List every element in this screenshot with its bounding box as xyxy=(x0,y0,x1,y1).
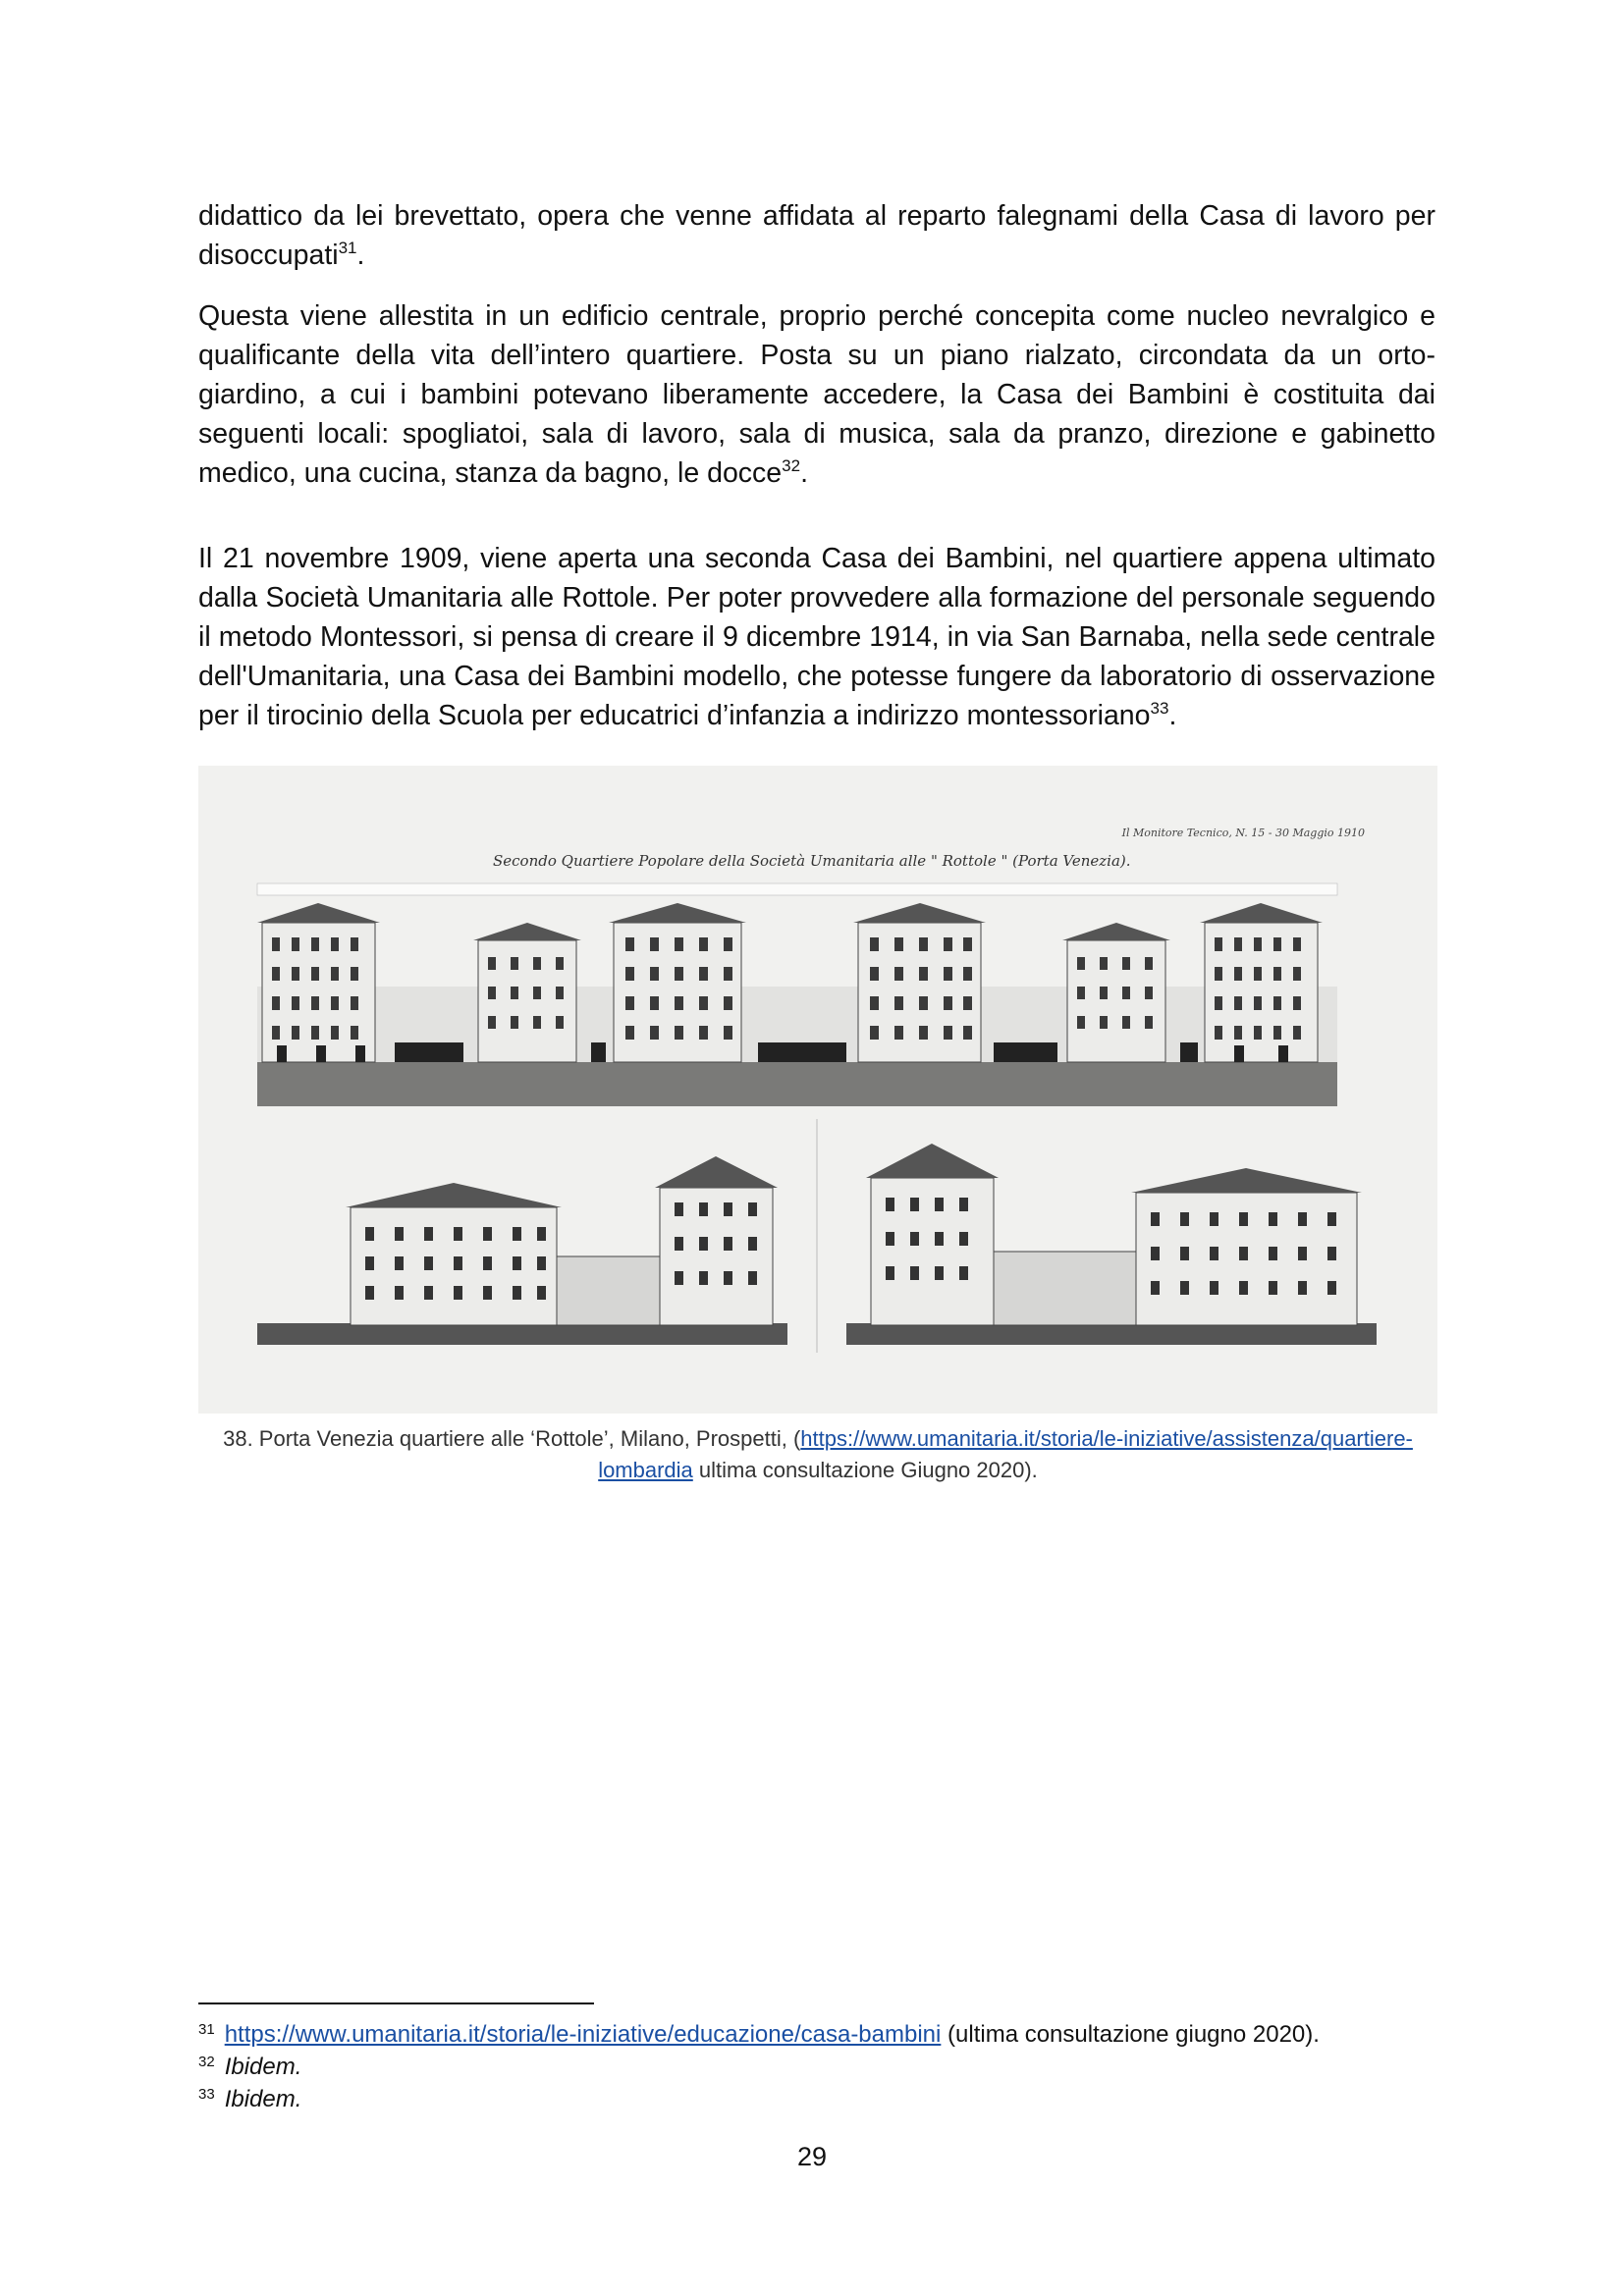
caption-text: 38. Porta Venezia quartiere alle ‘Rottole’, Milano, Prospetti, ( xyxy=(223,1426,801,1451)
footnote-ref-33[interactable]: 33 xyxy=(1150,699,1169,718)
footnote-number: 32 xyxy=(198,2054,215,2070)
caption-link[interactable]: https://www.umanitaria.it/storia/le-iniziative/assistenza/quartiere-lombardia xyxy=(598,1426,1413,1482)
paragraph-tail: . xyxy=(356,240,365,271)
paragraph-text: didattico da lei brevettato, opera che venne affidata al reparto falegnami della Casa di lavoro per disoccupati xyxy=(198,200,1435,271)
footnote-31 xyxy=(198,2018,1445,2051)
paragraph-tail: . xyxy=(1168,700,1177,731)
figure-header-right: Il Monitore Tecnico, N. 15 - 30 Maggio 1910 xyxy=(1121,827,1365,839)
body-paragraph-3 xyxy=(198,539,1435,735)
figure-header-title: Secondo Quartiere Popolare della Società Umanitaria alle " Rottole " (Porta Venezia). xyxy=(493,852,1131,870)
architectural-elevations-figure xyxy=(198,766,1437,1414)
elevation-drawing xyxy=(198,766,1437,1414)
paragraph-text: Questa viene allestita in un edificio centrale, proprio perché concepita come nucleo nevralgico e qualificante della vita dell’intero quartiere. Posta su un piano rialzato, circondata da un orto-giardino, a cui i bambini potevano liberamente accedere, la Casa dei Bambini è costituita dai seguenti locali: spogliatoi, sala di lavoro, sala di musica, sala da pranzo, direzione e gabinetto medico, una cucina, stanza da bagno, le docce xyxy=(198,300,1435,489)
footnotes xyxy=(198,2018,1445,2115)
caption-suffix: ultima consultazione Giugno 2020). xyxy=(692,1458,1038,1482)
body-paragraph-1 xyxy=(198,196,1435,275)
footnote-separator xyxy=(198,2002,594,2004)
paragraph-tail: . xyxy=(800,457,808,489)
paragraph-text: Il 21 novembre 1909, viene aperta una seconda Casa dei Bambini, nel quartiere appena ultimato dalla Società Umanitaria alle Rottole. Per poter provvedere alla formazione del personale seguendo il metodo Montessori, si pensa di creare il 9 dicembre 1914, in via San Barnaba, nella sede centrale dell'Umanitaria, una Casa dei Bambini modello, che potesse fungere da laboratorio di osservazione per il tirocinio della Scuola per educatrici d’infanzia a indirizzo montessoriano xyxy=(198,543,1435,731)
main-elevation xyxy=(257,903,1337,1106)
footnote-ref-32[interactable]: 32 xyxy=(782,456,801,475)
footnote-link[interactable]: https://www.umanitaria.it/storia/le-iniziative/educazione/casa-bambini xyxy=(224,2021,942,2048)
side-elevation-right xyxy=(846,1144,1377,1345)
footnote-number: 31 xyxy=(198,2021,215,2038)
body-paragraph-2 xyxy=(198,296,1435,493)
footnote-number: 33 xyxy=(198,2086,215,2103)
footnote-32 xyxy=(198,2051,1445,2083)
footnote-ref-31[interactable]: 31 xyxy=(338,239,357,257)
side-elevation-left xyxy=(257,1156,787,1345)
footnote-text: (ultima consultazione giugno 2020). xyxy=(941,2021,1320,2048)
page-number: 29 xyxy=(796,2142,828,2171)
figure-caption xyxy=(198,1423,1437,1486)
footnote-text: Ibidem. xyxy=(224,2054,302,2080)
footnote-text: Ibidem. xyxy=(224,2086,302,2112)
footnote-33 xyxy=(198,2083,1445,2115)
